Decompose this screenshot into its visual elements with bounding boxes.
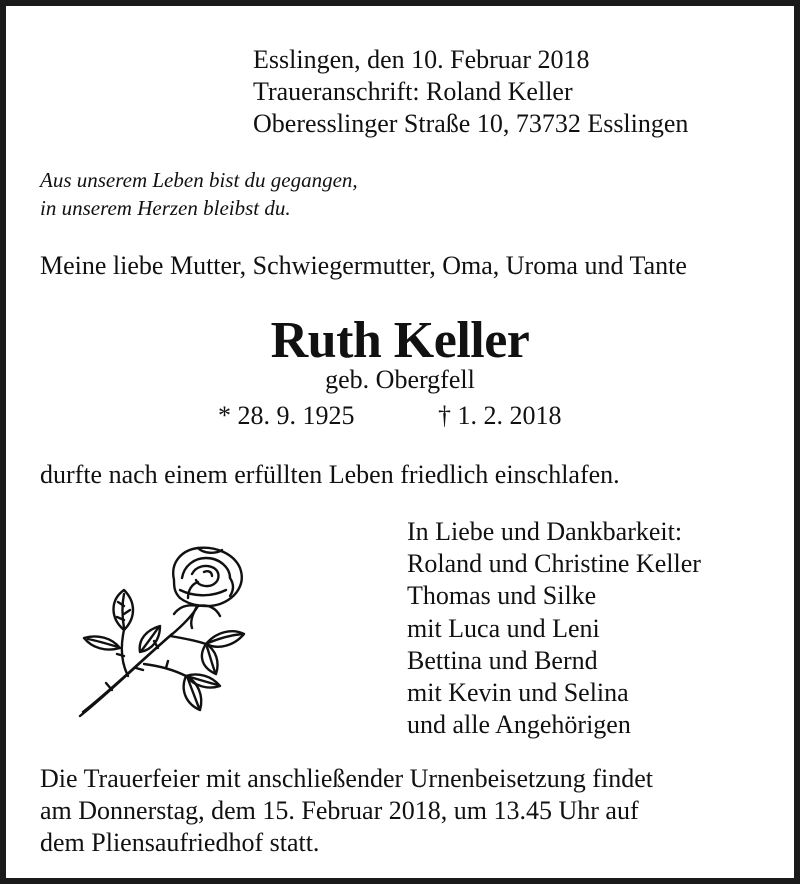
funeral-line-2: am Donnerstag, dem 15. Februar 2018, um 13.45 Uhr auf <box>40 796 639 825</box>
condolence-address-street: Oberesslinger Straße 10, 73732 Esslingen <box>253 109 689 138</box>
motto-line-2: in unserem Herzen bleibst du. <box>40 196 291 220</box>
mourner-line: Bettina und Bernd <box>407 645 598 675</box>
funeral-line-1: Die Trauerfeier mit anschließender Urnenbeisetzung findet <box>40 764 653 793</box>
mourner-line: mit Luca und Leni <box>407 613 600 643</box>
condolence-address-name: Traueranschrift: Roland Keller <box>253 77 573 106</box>
passing-text: durfte nach einem erfüllten Leben friedlich einschlafen. <box>40 460 620 489</box>
funeral-line-3: dem Pliensaufriedhof statt. <box>40 828 320 857</box>
place-date: Esslingen, den 10. Februar 2018 <box>253 45 590 74</box>
mourner-line: und alle Angehörigen <box>407 710 631 740</box>
birth-date: * 28. 9. 1925 <box>218 401 355 430</box>
relationship-intro: Meine liebe Mutter, Schwiegermutter, Oma, Uroma und Tante <box>40 251 687 280</box>
motto-line-1: Aus unserem Leben bist du gegangen, <box>40 168 358 192</box>
deceased-name: Ruth Keller <box>270 312 530 369</box>
motto-verse <box>40 166 358 222</box>
mourners-list <box>407 516 701 741</box>
maiden-name: geb. Obergfell <box>325 365 475 394</box>
funeral-details <box>40 763 653 859</box>
death-date: † 1. 2. 2018 <box>438 401 562 430</box>
header-block <box>253 44 688 140</box>
mourners-heading: In Liebe und Dankbarkeit: <box>407 517 683 546</box>
mourner-line: Roland und Christine Keller <box>407 549 701 579</box>
rose-icon <box>70 544 254 726</box>
mourner-line: Thomas und Silke <box>407 581 597 611</box>
mourner-line: mit Kevin und Selina <box>407 678 629 708</box>
